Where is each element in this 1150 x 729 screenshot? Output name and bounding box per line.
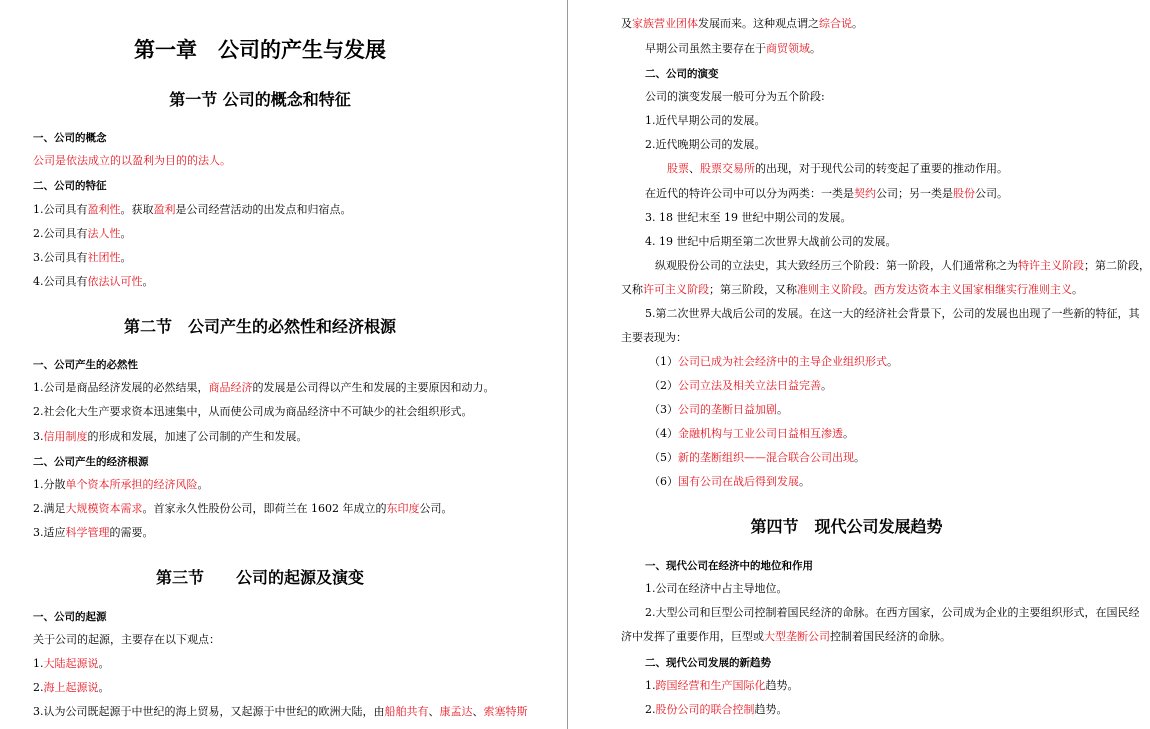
stage-2: 2.近代晚期公司的发展。 [645, 138, 766, 151]
status-2-line-2: 济中发挥了重要作用，巨型或大型垄断公司控制着国民经济的命脉。 [621, 630, 951, 643]
feature-point-3: （3）公司的垄断日益加剧。 [649, 403, 788, 416]
stages-intro: 公司的演变发展一般可分为五个阶段: [645, 90, 825, 103]
feature-3: 3.公司具有社团性。 [33, 251, 132, 264]
feature-point-2: （2）公司立法及相关立法日益完善。 [649, 379, 832, 392]
section-2-title: 第二节 公司产生的必然性和经济根源 [123, 317, 396, 336]
heading-necessity: 一、公司产生的必然性 [33, 359, 138, 371]
origin-1: 1.大陆起源说。 [33, 657, 110, 670]
feature-2: 2.公司具有法人性。 [33, 227, 132, 240]
stage-1: 1.近代早期公司的发展。 [645, 114, 766, 127]
feature-point-1: （1）公司已成为社会经济中的主导企业组织形式。 [649, 355, 898, 368]
origin-3-continued: 及家族营业团体发展而来。这种观点谓之综合说。 [621, 17, 863, 30]
stage-5-line-2: 主要表现为： [621, 331, 687, 344]
feature-point-6: （6）国有公司在战后得到发展。 [649, 475, 810, 488]
stage-4: 4. 19 世纪中后期至第二次世界大战前公司的发展。 [645, 235, 897, 248]
chartered-company-text: 在近代的特许公司中可以分为两类：一类是契约公司；另一类是股份公司。 [645, 187, 1008, 200]
heading-economic-roots: 二、公司产生的经济根源 [33, 456, 149, 468]
necessity-1: 1.公司是商品经济发展的必然结果，商品经济的发展是公司得以产生和发展的主要原因和动力。 [33, 381, 495, 394]
section-1-title: 第一节 公司的概念和特征 [169, 90, 351, 109]
necessity-2: 2.社会化大生产要求资本迅速集中，从而使公司成为商品经济中不可缺少的社会组织形式。 [33, 405, 473, 418]
stock-exchange-text: 股票、股票交易所的出现，对于现代公司的转变起了重要的推动作用。 [667, 162, 1008, 175]
root-1: 1.分散单个资本所承担的经济风险。 [33, 478, 209, 491]
concept-text: 公司是依法成立的以盈利为目的的法人。 [33, 154, 231, 167]
feature-point-5: （5）新的垄断组织——混合联合公司出现。 [649, 451, 865, 464]
heading-evolution: 二、公司的演变 [645, 68, 719, 80]
feature-point-4: （4）金融机构与工业公司日益相互渗透。 [649, 427, 854, 440]
heading-new-trends: 二、现代公司发展的新趋势 [645, 657, 771, 669]
section-3-title: 第三节 公司的起源及演变 [155, 568, 364, 587]
origin-3: 3.认为公司既起源于中世纪的海上贸易，又起源于中世纪的欧洲大陆，由船舶共有、康孟达、索塞特斯 [33, 705, 528, 718]
status-2-line-1: 2.大型公司和巨型公司控制着国民经济的命脉。在西方国家，公司成为企业的主要组织形式，在国民经 [645, 606, 1140, 619]
trend-2: 2.股份公司的联合控制趋势。 [645, 703, 788, 716]
feature-1: 1.公司具有盈利性。获取盈利是公司经营活动的出发点和归宿点。 [33, 203, 352, 216]
heading-origin: 一、公司的起源 [33, 611, 107, 623]
left-page [0, 0, 567, 729]
status-1: 1.公司在经济中占主导地位。 [645, 582, 788, 595]
trend-1: 1.跨国经营和生产国际化趋势。 [645, 679, 799, 692]
root-3: 3.适应科学管理的需要。 [33, 526, 154, 539]
stage-3: 3. 18 世纪末至 19 世纪中期公司的发展。 [645, 211, 852, 224]
heading-company-concept: 一、公司的概念 [33, 132, 107, 144]
heading-status-role: 一、现代公司在经济中的地位和作用 [645, 560, 813, 572]
origin-intro: 关于公司的起源，主要存在以下观点： [33, 633, 220, 646]
stage-5-line-1: 5.第二次世界大战后公司的发展。在这一大的经济社会背景下，公司的发展也出现了一些新的特征，其 [645, 307, 1140, 320]
heading-company-features: 二、公司的特征 [33, 180, 107, 192]
section-4-title: 第四节 现代公司发展趋势 [750, 517, 943, 536]
necessity-3: 3.信用制度的形成和发展，加速了公司制的产生和发展。 [33, 430, 308, 443]
legislation-line-2: 又称许可主义阶段；第三阶段，又称准则主义阶段。西方发达资本主义国家相继实行准则主义。 [621, 283, 1083, 296]
origin-2: 2.海上起源说。 [33, 681, 110, 694]
right-page [568, 0, 1150, 729]
chapter-title: 第一章 公司的产生与发展 [134, 37, 386, 62]
legislation-line-1: 纵观股份公司的立法史，其大致经历三个阶段：第一阶段，人们通常称之为特许主义阶段；第二阶段， [655, 259, 1150, 272]
root-2: 2.满足大规模资本需求。首家永久性股份公司，即荷兰在 1602 年成立的东印度公司。 [33, 502, 453, 515]
feature-4: 4.公司具有依法认可性。 [33, 275, 154, 288]
early-company-text: 早期公司虽然主要存在于商贸领域。 [645, 42, 821, 55]
